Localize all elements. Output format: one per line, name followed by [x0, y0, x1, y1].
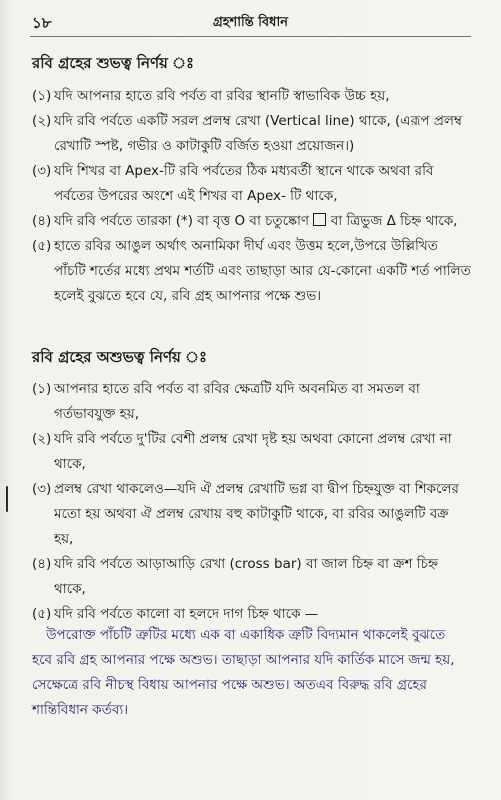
section-heading-inauspicious: রবি গ্রহের অশুভত্ব নির্ণয় ঃ	[32, 348, 208, 366]
item-text: যদি রবি পর্বতে কালো বা হলদে দাগ চিহ্ন থাকে —	[54, 606, 319, 622]
item-text: যদি আপনার হাতে রবি পর্বত বা রবির স্থানটি স্বাভাবিক উচ্চ হয়,	[54, 88, 390, 104]
list-item	[32, 209, 472, 234]
list-item	[32, 234, 472, 309]
item-number: (২)	[32, 113, 52, 129]
section-heading-auspicious: রবি গ্রহের শুভত্ব নির্ণয় ঃ	[32, 54, 195, 72]
item-text: আপনার হাতে রবি পর্বত বা রবির ক্ষেত্রটি যদি অবনমিত বা সমতল বা গর্তভাবযুক্ত হয়,	[54, 381, 420, 422]
item-number: (৫)	[32, 606, 52, 622]
list-item	[32, 84, 472, 109]
list-item	[32, 109, 472, 159]
item-text: যদি রবি পর্বতে একটি সরল প্রলম্ব রেখা (Vertical line) থাকে, (এরূপ প্রলম্ব রেখাটি স্পষ্ট, গভীর ও কাটাকুটি বর্জিত হওয়া প্রয়োজন।)	[54, 113, 462, 154]
conclusion-paragraph: উপরোক্ত পাঁচটি ত্রুটির মধ্যে এক বা একাধিক ত্রুটি বিদ্যমান থাকলেই বুঝতে হবে রবি গ্রহ আপনার পক্ষে অশুভ। তাছাড়া আপনার যদি কার্তিক মাসে জন্ম হয়, সেক্ষেত্রে রবি নীচস্থ বিধায় আপনার পক্ষে অশুভ। অতএব বিরুদ্ধ রবি গ্রহের শান্তিবিধান কর্তব্য।	[32, 627, 455, 718]
item-number: (১)	[32, 88, 52, 104]
item-number: (৩)	[32, 163, 52, 179]
auspicious-list	[32, 84, 472, 309]
page-header	[30, 10, 471, 37]
item-number: (৩)	[32, 481, 52, 497]
item-number: (৪)	[32, 556, 52, 572]
item-text: হাতে রবির আঙুল অর্থাৎ অনামিকা দীর্ঘ এবং উত্তম হলে,উপরে উল্লিখিত পাঁচটি শর্তের মধ্যে প্রথম শর্তটি এবং তাছাড়া আর যে-কোনো একটি শর্ত পালিত হলেই বুঝতে হবে যে, রবি গ্রহ আপনার পক্ষে শুভ।	[54, 238, 471, 304]
item-number: (৫)	[32, 238, 52, 254]
item-text: যদি রবি পর্বতে দু'টির বেশী প্রলম্ব রেখা দৃষ্ট হয় অথবা কোনো প্রলম্ব রেখা না থাকে,	[54, 431, 452, 472]
binding-mark	[6, 486, 8, 512]
inauspicious-list	[32, 377, 472, 627]
list-item	[32, 377, 472, 427]
item-text: যদি শিখর বা Apex-টি রবি পর্বতের ঠিক মধ্যবর্তী স্থানে থাকে অথবা রবি পর্বতের উপরের অংশে এই শিখর বা Apex- টি থাকে,	[54, 163, 434, 204]
list-item	[32, 427, 472, 477]
page-number: ১৮	[32, 14, 52, 32]
item-text-before-symbol: যদি রবি পর্বতে তারকা (*) বা বৃত্ত O বা চতুষ্কোণ	[54, 213, 310, 229]
item-number: (২)	[32, 431, 52, 447]
running-title: গ্রহশান্তি বিধান	[212, 15, 288, 30]
list-item	[32, 477, 472, 552]
square-symbol-icon	[313, 213, 326, 226]
item-text	[54, 209, 472, 234]
item-number: (৪)	[32, 213, 52, 229]
item-number: (১)	[32, 381, 52, 397]
item-text-after-symbol: বা ত্রিভুজ Δ চিহ্ন থাকে,	[330, 213, 458, 229]
item-text: প্রলম্ব রেখা থাকলেও—যদি ঐ প্রলম্ব রেখাটি ভগ্ন বা দ্বীপ চিহ্নযুক্ত বা শিকলের মতো হয় অথবা ঐ প্রলম্ব রেখায় বহু কাটাকুটি থাকে, বা রবির আঙুলটি বক্র হয়,	[54, 481, 459, 547]
list-item	[32, 159, 472, 209]
list-item	[32, 552, 472, 602]
item-text: যদি রবি পর্বতে আড়াআড়ি রেখা (cross bar) বা জাল চিহ্ন বা ক্রশ চিহ্ন থাকে,	[54, 556, 438, 597]
